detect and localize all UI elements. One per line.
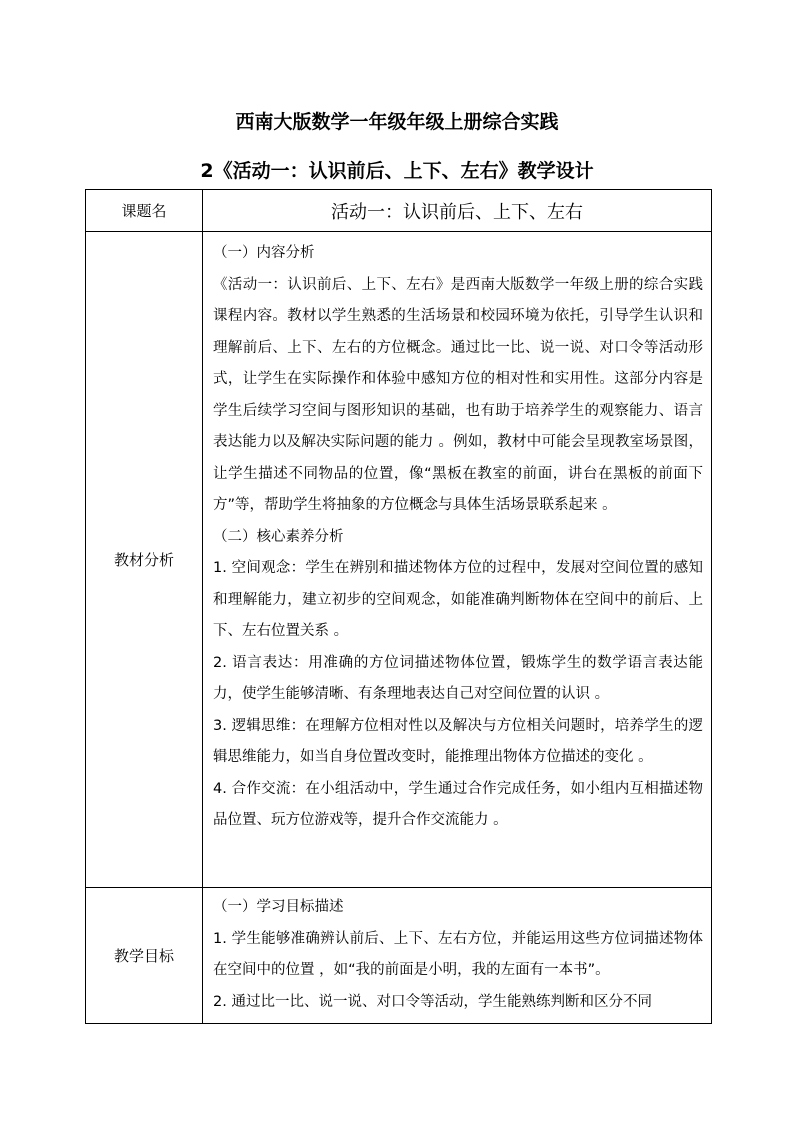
content-analysis-heading: （一）内容分析 (213, 245, 315, 261)
topic-label: 课题名 (86, 190, 203, 232)
core-literacy-heading: （二）核心素养分析 (213, 528, 344, 545)
core-literacy-item-4: 4. 合作交流：在小组活动中，学生通过合作完成任务，如小组内互相描述物品位置、玩方位游戏等，提升合作交流能力 。 (213, 780, 703, 828)
core-literacy-item-2: 2. 语言表达：用准确的方位词描述物体位置，锻炼学生的数学语言表达能力，使学生能够清晰、有条理地表达自己对空间位置的认识 。 (213, 654, 703, 702)
material-analysis-cell (203, 232, 712, 888)
table-row-topic (86, 190, 712, 232)
content-analysis-paragraph: 《活动一：认识前后、上下、左右》是西南大版数学一年级上册的综合实践课程内容。教材以学生熟悉的生活场景和校园环境为依托，引导学生认识和理解前后、上下、左右的方位概念。通过比一比、说一说、对口令等活动形式，让学生在实际操作和体验中感知方位的相对性和实用性。这部分内容是学生后续学习空间与图形知识的基础，也有助于培养学生的观察能力、语言表达能力以及解决实际问题的能力 。例如，教材中可能会呈现教室场景图，让学生描述不同物品的位置，像“黑板在教室的前面，讲台在黑板的前面下方”等，帮助学生将抽象的方位概念与具体生活场景联系起来 。 (213, 276, 703, 513)
table-row-teaching-goals (86, 888, 712, 1024)
learning-goal-item-1: 1. 学生能够准确辨认前后、上下、左右方位，并能运用这些方位词描述物体在空间中的位置 ，如“我的前面是小明，我的左面有一本书”。 (213, 930, 703, 978)
teaching-goals-label: 教学目标 (86, 888, 203, 1024)
core-literacy-item-3: 3. 逻辑思维：在理解方位相对性以及解决与方位相关问题时，培养学生的逻辑思维能力，如当自身位置改变时，能推理出物体方位描述的变化 。 (213, 717, 703, 765)
teaching-goals-cell (203, 888, 712, 1024)
document-subtitle: 2《活动一：认识前后、上下、左右》教学设计 (200, 160, 594, 182)
topic-value: 活动一：认识前后、上下、左右 (203, 190, 712, 232)
core-literacy-item-1: 1. 空间观念：学生在辨别和描述物体方位的过程中，发展对空间位置的感知和理解能力，建立初步的空间观念，如能准确判断物体在空间中的前后、上下、左右位置关系 。 (213, 560, 703, 639)
table-row-material-analysis (86, 232, 712, 888)
document-title: 西南大版数学一年级年级上册综合实践 (235, 111, 559, 133)
lesson-design-table (85, 189, 712, 1024)
learning-goal-item-2: 2. 通过比一比、说一说、对口令等活动，学生能熟练判断和区分不同 (213, 993, 652, 1010)
learning-goals-heading: （一）学习目标描述 (213, 899, 344, 915)
material-analysis-label: 教材分析 (86, 232, 203, 888)
